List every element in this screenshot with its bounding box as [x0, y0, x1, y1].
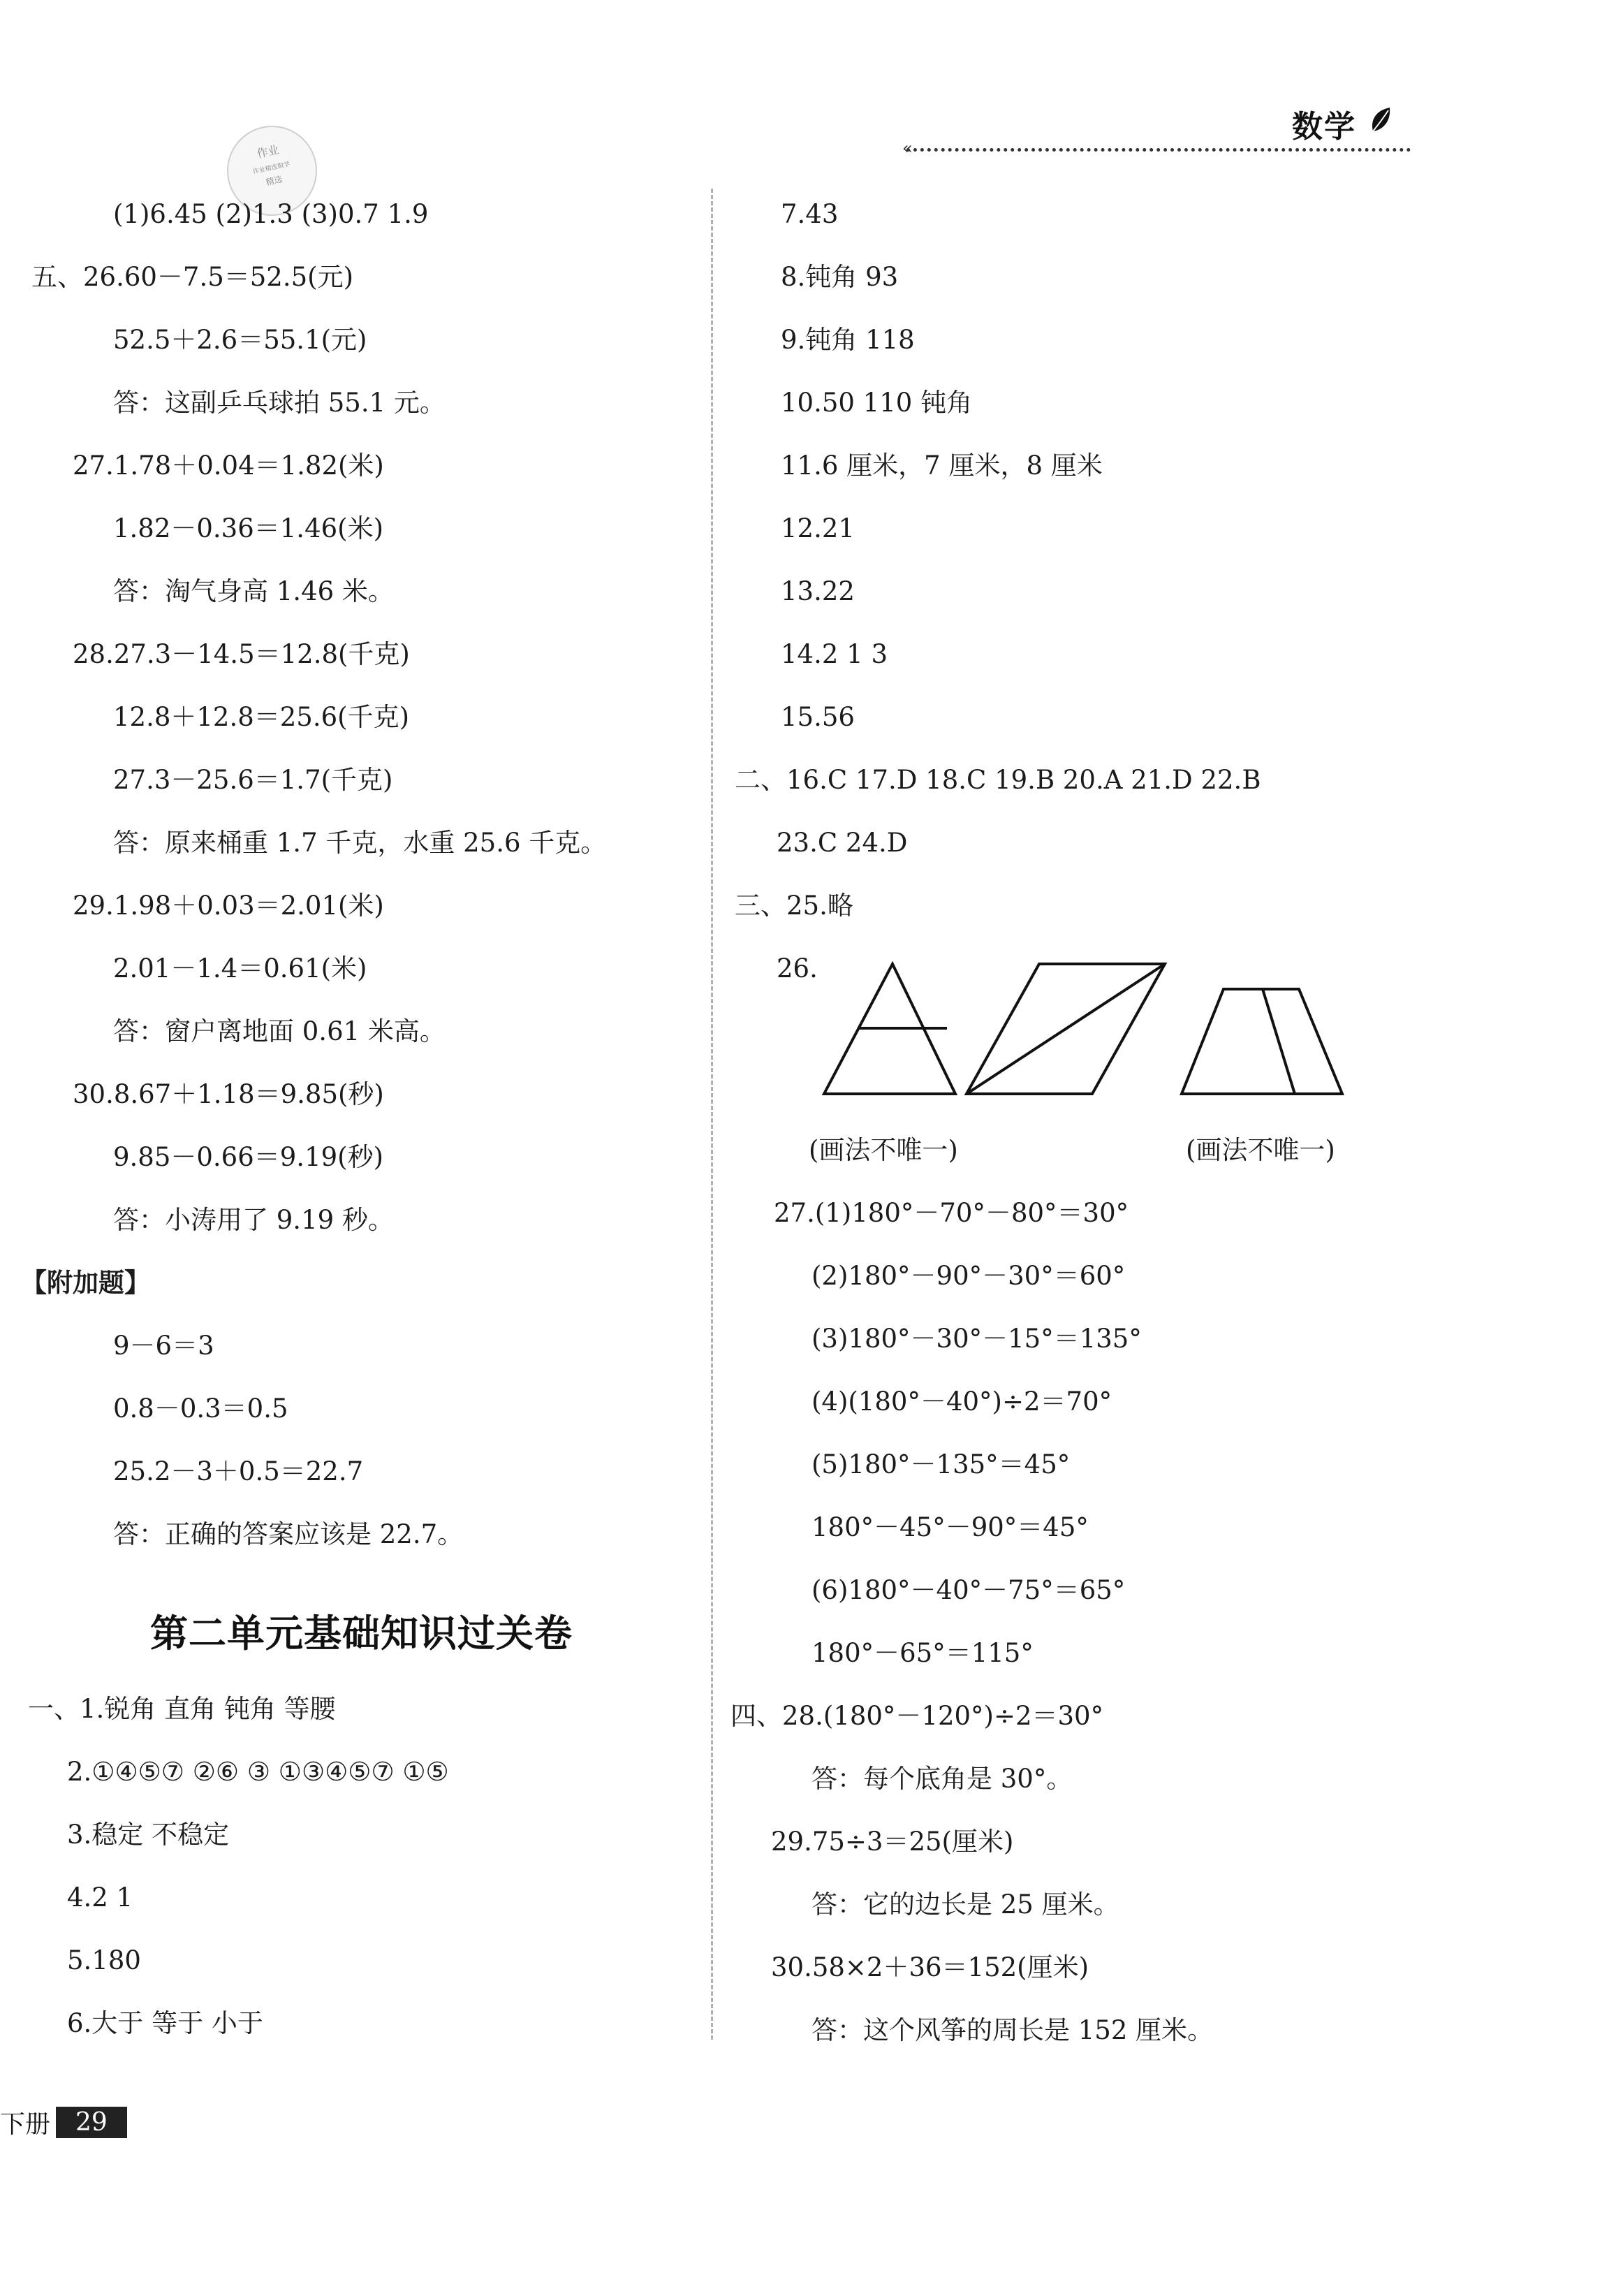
answer-line: 五、26.60－7.5＝52.5(元): [31, 262, 354, 292]
answer-line: 52.5＋2.6＝55.1(元): [113, 325, 367, 355]
answer-line: 180°－65°＝115°: [811, 1638, 1034, 1668]
answer-line: 29.75÷3＝25(厘米): [771, 1827, 1014, 1857]
answer-line: (6)180°－40°－75°＝65°: [811, 1575, 1126, 1605]
header-rule: [906, 148, 1411, 152]
answer-line: 11.6 厘米，7 厘米，8 厘米: [781, 451, 1103, 481]
stamp-line-1: 作业: [256, 142, 281, 161]
header-arrows-icon: «: [902, 138, 913, 158]
answer-line: 15.56: [781, 702, 855, 732]
stamp-line-2: 作业精选数学: [252, 161, 291, 176]
answer-line: 27.(1)180°－70°－80°＝30°: [774, 1198, 1129, 1228]
stamp-line-3: 精选: [265, 174, 284, 188]
parallelogram-shape: [967, 964, 1165, 1094]
answer-line: 8.钝角 93: [781, 262, 899, 292]
answer-line: 四、28.(180°－120°)÷2＝30°: [730, 1701, 1104, 1731]
trapezoid-shape: [1182, 989, 1342, 1094]
answer-line: (1)6.45 (2)1.3 (3)0.7 1.9: [113, 199, 429, 229]
answer-line: 7.43: [781, 199, 839, 229]
answer-line: 答：它的边长是 25 厘米。: [811, 1889, 1119, 1920]
answer-line: 答：每个底角是 30°。: [811, 1764, 1073, 1794]
column-divider: [711, 189, 713, 2040]
figure-note-2: (画法不唯一): [1186, 1135, 1335, 1165]
answer-line: 13.22: [781, 576, 855, 606]
triangle-shape: [824, 964, 955, 1094]
figure-note-1: (画法不唯一): [809, 1135, 958, 1165]
answer-line: 26.: [777, 953, 818, 984]
answer-line: 9.85－0.66＝9.19(秒): [113, 1142, 384, 1172]
answer-line: 12.21: [781, 513, 855, 543]
answer-line: 5.180: [67, 1945, 141, 1975]
answer-line: 180°－45°－90°＝45°: [811, 1512, 1089, 1542]
shapes-figure: [810, 957, 1369, 1111]
leaf-icon: [1369, 105, 1394, 136]
answer-line: 10.50 110 钝角: [781, 388, 973, 418]
answer-line: 30.8.67＋1.18＝9.85(秒): [73, 1079, 384, 1109]
answer-line: 14.2 1 3: [781, 639, 888, 669]
answer-line: 0.8－0.3＝0.5: [113, 1394, 288, 1424]
answer-line: (5)180°－135°＝45°: [811, 1449, 1071, 1479]
section-title: 第二单元基础知识过关卷: [150, 1611, 573, 1655]
bonus-heading: 【附加题】: [21, 1267, 150, 1298]
answer-line: 6.大于 等于 小于: [67, 2008, 263, 2038]
answer-line: 答：小涛用了 9.19 秒。: [113, 1205, 394, 1235]
page-footer: [0, 2103, 127, 2142]
answer-line: 3.稳定 不稳定: [67, 1820, 230, 1850]
answer-line: 二、16.C 17.D 18.C 19.B 20.A 21.D 22.B: [735, 765, 1261, 795]
answer-line: 25.2－3＋0.5＝22.7: [113, 1456, 364, 1486]
answer-line: 答：原来桶重 1.7 千克，水重 25.6 千克。: [113, 828, 607, 858]
answer-line: 9－6＝3: [113, 1331, 214, 1361]
answer-line: 27.3－25.6＝1.7(千克): [113, 765, 393, 795]
answer-line: 28.27.3－14.5＝12.8(千克): [73, 639, 410, 669]
answer-line: 29.1.98＋0.03＝2.01(米): [73, 891, 384, 921]
volume-label: 下册: [0, 2109, 51, 2139]
subject-title: 数学: [1292, 109, 1356, 145]
answer-line: (3)180°－30°－15°＝135°: [811, 1324, 1142, 1354]
answer-line: 30.58×2＋36＝152(厘米): [771, 1952, 1089, 1982]
answer-line: 2.①④⑤⑦ ②⑥ ③ ①③④⑤⑦ ①⑤: [67, 1757, 449, 1787]
answer-line: 23.C 24.D: [777, 828, 908, 858]
answer-line: 答：这个风筝的周长是 152 厘米。: [811, 2015, 1214, 2045]
answer-line: (2)180°－90°－30°＝60°: [811, 1261, 1126, 1291]
answer-line: 答：淘气身高 1.46 米。: [113, 576, 394, 606]
page-number: 29: [56, 2107, 127, 2138]
answer-line: 12.8＋12.8＝25.6(千克): [113, 702, 410, 732]
answer-line: 一、1.锐角 直角 钝角 等腰: [28, 1694, 336, 1724]
answer-line: 答：正确的答案应该是 22.7。: [113, 1519, 464, 1549]
answer-line: 4.2 1: [67, 1882, 133, 1913]
answer-line: 答：窗户离地面 0.61 米高。: [113, 1016, 446, 1046]
answer-line: 1.82－0.36＝1.46(米): [113, 513, 384, 543]
answer-line: 答：这副乒乓球拍 55.1 元。: [113, 388, 446, 418]
answer-line: (4)(180°－40°)÷2＝70°: [811, 1387, 1112, 1417]
answer-line: 三、25.略: [735, 891, 853, 921]
answer-line: 2.01－1.4＝0.61(米): [113, 953, 367, 984]
answer-line: 27.1.78＋0.04＝1.82(米): [73, 451, 384, 481]
answer-line: 9.钝角 118: [781, 325, 915, 355]
